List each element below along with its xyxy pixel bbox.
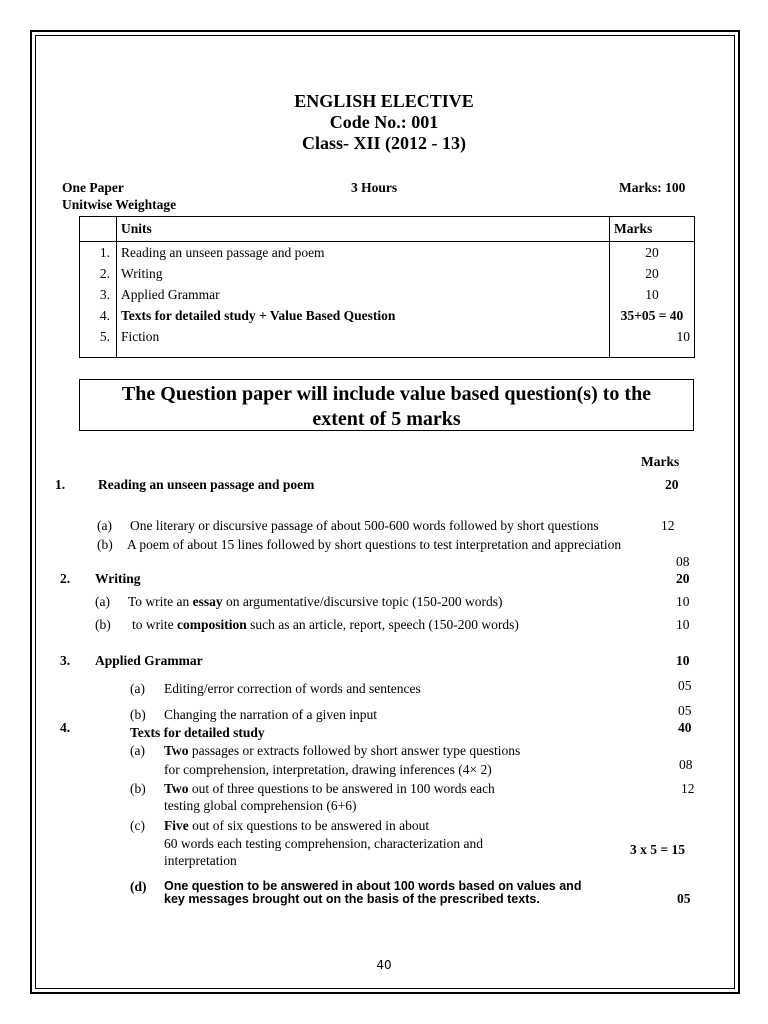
header-num-cell [80, 217, 117, 242]
section2-a-label: (a) [95, 594, 110, 609]
subject-title: ENGLISH ELECTIVE [294, 91, 474, 111]
row-marks: 20 [610, 242, 695, 264]
section2-title: Writing [95, 571, 141, 586]
section3-a-marks: 05 [678, 678, 692, 693]
notice-line-2: extent of 5 marks [312, 408, 461, 430]
code-number: Code No.: 001 [329, 112, 439, 132]
section1-a-marks: 12 [661, 518, 675, 533]
section2-a-bold: essay [192, 594, 223, 609]
section2-a-pre: To write an [128, 594, 193, 609]
weightage-label: Unitwise Weightage [62, 197, 177, 212]
section3-b-label: (b) [130, 707, 146, 722]
row-marks: 10 [610, 326, 695, 358]
section4-a-line1 [164, 743, 520, 759]
paper-info: One Paper [62, 180, 124, 195]
section4-c-line1 [164, 818, 429, 834]
section4-d-line1: One question to be answered in about 100 words based on values and [164, 879, 582, 893]
row-num: 5. [80, 326, 117, 358]
section4-b-marks: 12 [681, 781, 695, 796]
section4-a-marks: 08 [679, 757, 693, 772]
section2-b-bold: composition [177, 617, 247, 632]
class-year: Class- XII (2012 - 13) [302, 133, 466, 153]
section4-a-bold: Two [164, 743, 189, 758]
section3-marks: 10 [676, 653, 690, 668]
section2-b-post: such as an article, report, speech (150-200 words) [246, 617, 519, 632]
section1-b-text: A poem of about 15 lines followed by short questions to test interpretation and appreciation [127, 537, 622, 552]
section2-num: 2. [60, 571, 71, 586]
section1-num: 1. [55, 477, 66, 492]
section4-c-line3: interpretation [164, 853, 237, 868]
section3-a-label: (a) [130, 681, 145, 696]
section3-num: 3. [60, 653, 71, 668]
section4-c-line2: 60 words each testing comprehension, characterization and [164, 836, 484, 851]
section4-b-label: (b) [130, 781, 146, 796]
section4-num: 4. [60, 720, 71, 735]
section1-marks: 20 [665, 477, 679, 492]
row-unit: Applied Grammar [121, 286, 220, 302]
section1-a-label: (a) [97, 518, 112, 533]
row-unit: Texts for detailed study + Value Based Question [121, 307, 396, 323]
row-marks: 20 [610, 263, 695, 284]
section4-a-label: (a) [130, 743, 145, 758]
section4-marks: 40 [678, 720, 692, 735]
header-units: Units [117, 217, 610, 242]
section4-d-marks: 05 [677, 891, 691, 906]
row-unit: Reading an unseen passage and poem [121, 244, 325, 260]
section4-b-line2: testing global comprehension (6+6) [164, 798, 357, 813]
section3-title: Applied Grammar [95, 653, 203, 668]
section1-b-marks: 08 [676, 554, 690, 569]
section3-a-text: Editing/error correction of words and sentences [164, 681, 421, 696]
row-marks: 35+05 = 40 [610, 305, 695, 326]
section4-d-line2: key messages brought out on the basis of the prescribed texts. [164, 892, 540, 906]
table-row [80, 305, 695, 326]
units-table [79, 216, 695, 358]
header-marks: Marks [610, 217, 695, 242]
row-unit: Writing [121, 265, 163, 281]
section2-marks: 20 [676, 571, 690, 586]
marks-heading: Marks [641, 454, 680, 469]
section4-c-bold: Five [164, 818, 189, 833]
section4-c-marks: 3 x 5 = 15 [630, 842, 685, 857]
row-num: 4. [80, 305, 117, 326]
section4-a-text: passages or extracts followed by short answer type questions [188, 743, 521, 758]
total-marks: Marks: 100 [619, 180, 686, 195]
section1-a-text: One literary or discursive passage of about 500-600 words followed by short questions [130, 518, 599, 533]
section4-title: Texts for detailed study [130, 725, 265, 740]
page-number: 40 [376, 958, 392, 972]
hours-info: 3 Hours [351, 180, 398, 195]
section1-b-label: (b) [97, 537, 113, 552]
row-num: 2. [80, 263, 117, 284]
section3-b-marks: 05 [678, 703, 692, 718]
table-row [80, 242, 695, 264]
section1-title: Reading an unseen passage and poem [98, 477, 315, 492]
section4-a-line2: for comprehension, interpretation, drawing inferences (4× 2) [164, 762, 492, 777]
section2-a-marks: 10 [676, 594, 690, 609]
section4-b-line1 [164, 781, 495, 797]
table-row [80, 326, 695, 358]
section2-b-text [132, 617, 519, 633]
section4-b-text: out of three questions to be answered in 100 words each [188, 781, 495, 796]
section4-c-text: out of six questions to be answered in about [188, 818, 430, 833]
section2-b-marks: 10 [676, 617, 690, 632]
row-num: 3. [80, 284, 117, 305]
value-based-notice [79, 379, 694, 431]
table-row [80, 263, 695, 284]
notice-line-1: The Question paper will include value based question(s) to the [121, 383, 652, 405]
row-marks: 10 [610, 284, 695, 305]
row-unit: Fiction [121, 328, 160, 344]
section4-c-label: (c) [130, 818, 145, 833]
section2-b-label: (b) [95, 617, 111, 632]
section2-b-pre: to write [132, 617, 177, 632]
section4-b-bold: Two [164, 781, 189, 796]
section3-b-text: Changing the narration of a given input [164, 707, 377, 722]
section4-d-label: (d) [130, 879, 147, 894]
section2-a-text [128, 594, 503, 610]
section2-a-post: on argumentative/discursive topic (150-200 words) [222, 594, 503, 609]
table-row [80, 284, 695, 305]
table-header-row [80, 217, 695, 242]
row-num: 1. [80, 242, 117, 264]
